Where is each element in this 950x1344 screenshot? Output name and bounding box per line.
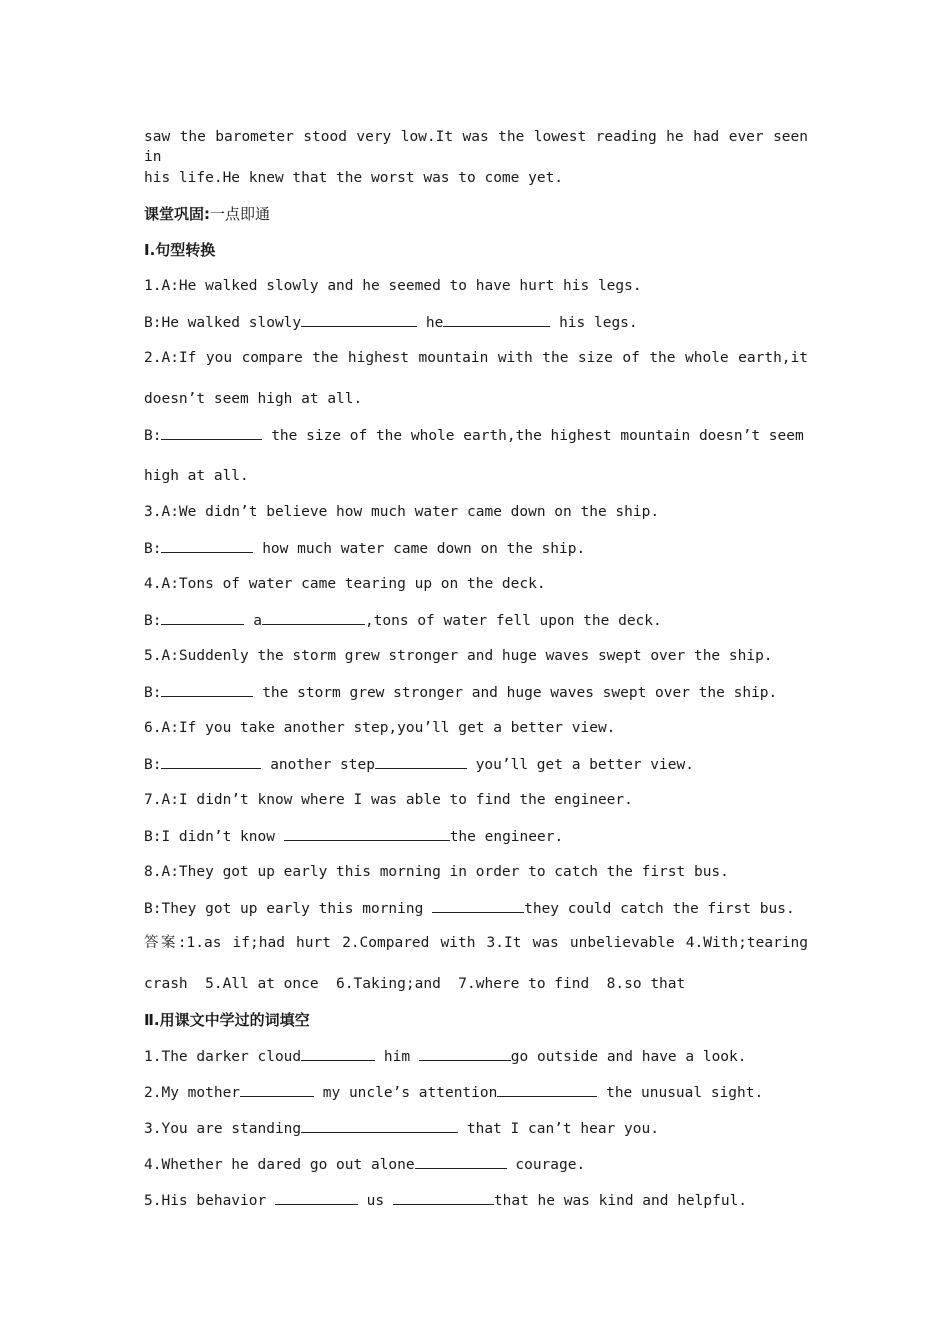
question-a: 1.A:He walked slowly and he seemed to have hurt his legs. <box>144 278 642 294</box>
text-segment: the storm grew stronger and huge waves swept over the ship. <box>253 685 778 701</box>
question-a: 7.A:I didn’t know where I was able to find the engineer. <box>144 792 633 808</box>
text-segment: he <box>417 315 444 331</box>
text-segment: the unusual sight. <box>597 1085 764 1101</box>
text-segment: you’ll get a better view. <box>466 757 694 773</box>
answer-blank[interactable] <box>240 1082 314 1097</box>
intro-line: saw the barometer stood very low.It was the lowest reading he had ever seen in <box>144 129 808 165</box>
text-segment: another step <box>261 757 375 773</box>
question-b <box>144 754 808 774</box>
question-b <box>144 425 808 445</box>
question-b <box>144 682 808 702</box>
answer-blank[interactable] <box>419 1046 511 1061</box>
consolidation-heading <box>144 204 808 224</box>
text-segment: us <box>357 1193 393 1209</box>
answer-blank[interactable] <box>161 754 261 769</box>
text-segment: 5.His behavior <box>144 1193 275 1209</box>
text-segment: B: <box>144 541 162 557</box>
text-segment: courage. <box>506 1157 586 1173</box>
text-segment: my uncle’s attention <box>314 1085 498 1101</box>
text-segment: go outside and have a look. <box>510 1049 747 1065</box>
answer-blank[interactable] <box>161 610 244 625</box>
question-a: 4.A:Tons of water came tearing up on the deck. <box>144 576 546 592</box>
text-segment: 4.Whether he dared go out alone <box>144 1157 415 1173</box>
text-segment: his legs. <box>550 315 638 331</box>
question-b-cont: high at all. <box>144 468 249 484</box>
answer-key-cont: crash 5.All at once 6.Taking;and 7.where to find 8.so that <box>144 976 686 992</box>
question-a: 6.A:If you take another step,you’ll get a better view. <box>144 720 616 736</box>
text-segment: that I can’t hear you. <box>458 1121 659 1137</box>
question-a: 8.A:They got up early this morning in order to catch the first bus. <box>144 864 729 880</box>
text-segment: B: <box>144 613 162 629</box>
intro-line: his life.He knew that the worst was to come yet. <box>144 170 564 186</box>
question-b <box>144 610 808 630</box>
question-b <box>144 826 808 846</box>
fill-question <box>144 1046 808 1066</box>
consolidation-label: 课堂巩固: <box>144 205 210 223</box>
question-b <box>144 312 808 332</box>
answer-blank[interactable] <box>301 1118 458 1133</box>
text-segment: 1.The darker cloud <box>144 1049 302 1065</box>
text-segment: a <box>244 613 262 629</box>
question-a: 5.A:Suddenly the storm grew stronger and huge waves swept over the ship. <box>144 648 773 664</box>
answer-blank[interactable] <box>262 610 365 625</box>
consolidation-subtitle: 一点即通 <box>210 205 271 223</box>
text-segment: B:He walked slowly <box>144 315 302 331</box>
section-1-title: Ⅰ.句型转换 <box>144 241 216 259</box>
text-segment: 3.You are standing <box>144 1121 302 1137</box>
answer-blank[interactable] <box>301 312 417 327</box>
text-segment: ,tons of water fell upon the deck. <box>364 613 662 629</box>
answer-blank[interactable] <box>393 1190 494 1205</box>
answer-blank[interactable] <box>275 1190 358 1205</box>
fill-question <box>144 1118 808 1138</box>
answer-blank[interactable] <box>443 312 550 327</box>
text-segment: 2.My mother <box>144 1085 241 1101</box>
text-segment: B: <box>144 685 162 701</box>
question-a: 3.A:We didn’t believe how much water came down on the ship. <box>144 504 660 520</box>
answer-blank[interactable] <box>375 754 467 769</box>
question-a-cont: doesn’t seem high at all. <box>144 391 363 407</box>
answer-blank[interactable] <box>161 538 253 553</box>
question-a: 2.A:If you compare the highest mountain with the size of the whole earth,it <box>144 350 808 366</box>
answer-blank[interactable] <box>415 1154 507 1169</box>
answer-blank[interactable] <box>497 1082 597 1097</box>
answer-blank[interactable] <box>161 425 262 440</box>
text-segment: B:I didn’t know <box>144 829 284 845</box>
text-segment: the engineer. <box>449 829 564 845</box>
fill-question <box>144 1154 808 1174</box>
section-2-title: Ⅱ.用课文中学过的词填空 <box>144 1011 310 1029</box>
fill-question <box>144 1190 808 1210</box>
question-b <box>144 898 808 918</box>
text-segment: B:They got up early this morning <box>144 901 433 917</box>
answer-blank[interactable] <box>161 682 253 697</box>
answer-blank[interactable] <box>432 898 524 913</box>
answer-blank[interactable] <box>284 826 450 841</box>
text-segment: they could catch the first bus. <box>524 901 795 917</box>
text-segment: him <box>375 1049 419 1065</box>
text-segment: B: <box>144 757 162 773</box>
question-b <box>144 538 808 558</box>
text-segment: the size of the whole earth,the highest mountain doesn’t seem <box>262 428 804 444</box>
text-segment: that he was kind and helpful. <box>493 1193 748 1209</box>
fill-question <box>144 1082 808 1102</box>
answer-blank[interactable] <box>301 1046 375 1061</box>
text-segment: how much water came down on the ship. <box>253 541 586 557</box>
answer-key: 答案:1.as if;had hurt 2.Compared with 3.It was unbelievable 4.With;tearing <box>144 935 808 951</box>
text-segment: B: <box>144 428 162 444</box>
